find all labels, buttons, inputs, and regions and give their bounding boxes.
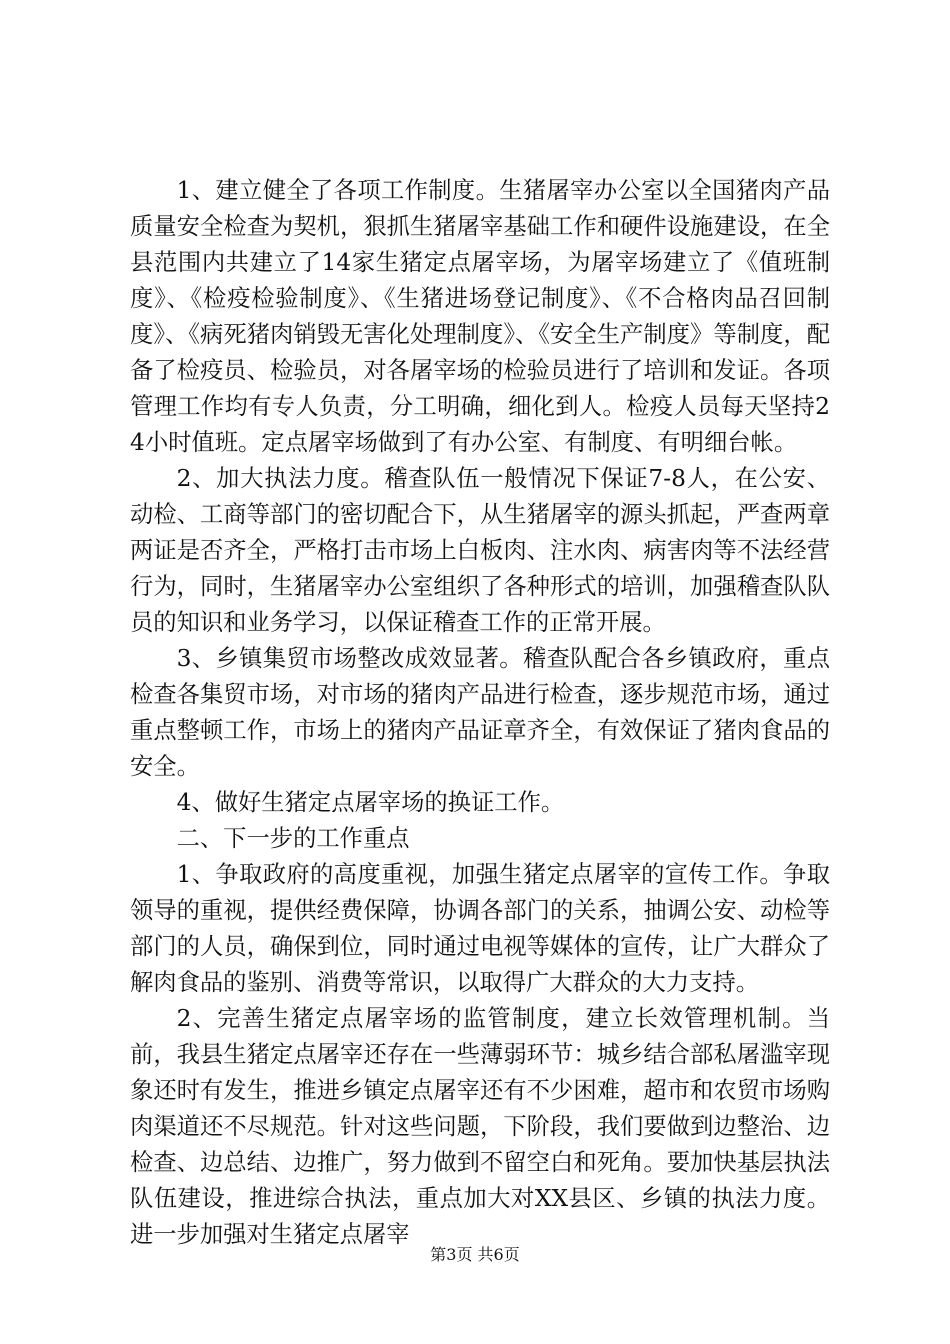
paragraph-market-rectification: 3、乡镇集贸市场整改成效显著。稽查队配合各乡镇政府，重点检查各集贸市场，对市场的猪肉产品进行检查，逐步规范市场，通过重点整顿工作，市场上的猪肉产品证章齐全，有效保证了猪肉食品的安全。 — [130, 645, 830, 780]
paragraph-supervision-system: 2、完善生猪定点屠宰场的监管制度，建立长效管理机制。当前，我县生猪定点屠宰还存在一些薄弱环节：城乡结合部私屠滥宰现象还时有发生，推进乡镇定点屠宰还有不少困难，超市和农贸市场购肉渠道还不尽规范。针对这些问题，下阶段，我们要做到边整治、边检查、边总结、边推广，努力做到不留空白和死角。要加快基层执法队伍建设，推进综合执法，重点加大对XX县区、乡镇的执法力度。进一步加强对生猪定点屠宰 — [130, 1005, 830, 1248]
section-heading-next-steps: 二、下一步的工作重点 — [176, 825, 410, 852]
paragraph-government-attention: 1、争取政府的高度重视，加强生猪定点屠宰的宣传工作。争取领导的重视，提供经费保障，协调各部门的关系，抽调公安、动检等部门的人员，确保到位，同时通过电视等媒体的宣传，让广大群众了解肉食品的鉴别、消费等常识，以取得广大群众的大力支持。 — [130, 861, 830, 996]
paragraph-law-enforcement: 2、加大执法力度。稽查队伍一般情况下保证7-8人，在公安、动检、工商等部门的密切配合下，从生猪屠宰的源头抓起，严查两章两证是否齐全，严格打击市场上白板肉、注水肉、病害肉等不法经营行为，同时，生猪屠宰办公室组织了各种形式的培训，加强稽查队队员的知识和业务学习，以保证稽查工作的正常开展。 — [130, 465, 830, 636]
paragraph-system-building: 1、建立健全了各项工作制度。生猪屠宰办公室以全国猪肉产品质量安全检查为契机，狠抓生猪屠宰基础工作和硬件设施建设，在全县范围内共建立了14家生猪定点屠宰场，为屠宰场建立了《值班制度》、《检疫检验制度》、《生猪进场登记制度》、《不合格肉品召回制度》、《病死猪肉销毁无害化处理制度》、《安全生产制度》等制度，配备了检疫员、检验员，对各屠宰场的检验员进行了培训和发证。各项管理工作均有专人负责，分工明确，细化到人。检疫人员每天坚持24小时值班。定点屠宰场做到了有办公室、有制度、有明细台帐。 — [130, 177, 830, 456]
paragraph-license-renewal: 4、做好生猪定点屠宰场的换证工作。 — [176, 789, 565, 816]
page-number-footer: 第3页 共6页 — [430, 1245, 520, 1264]
document-body — [130, 173, 830, 1253]
